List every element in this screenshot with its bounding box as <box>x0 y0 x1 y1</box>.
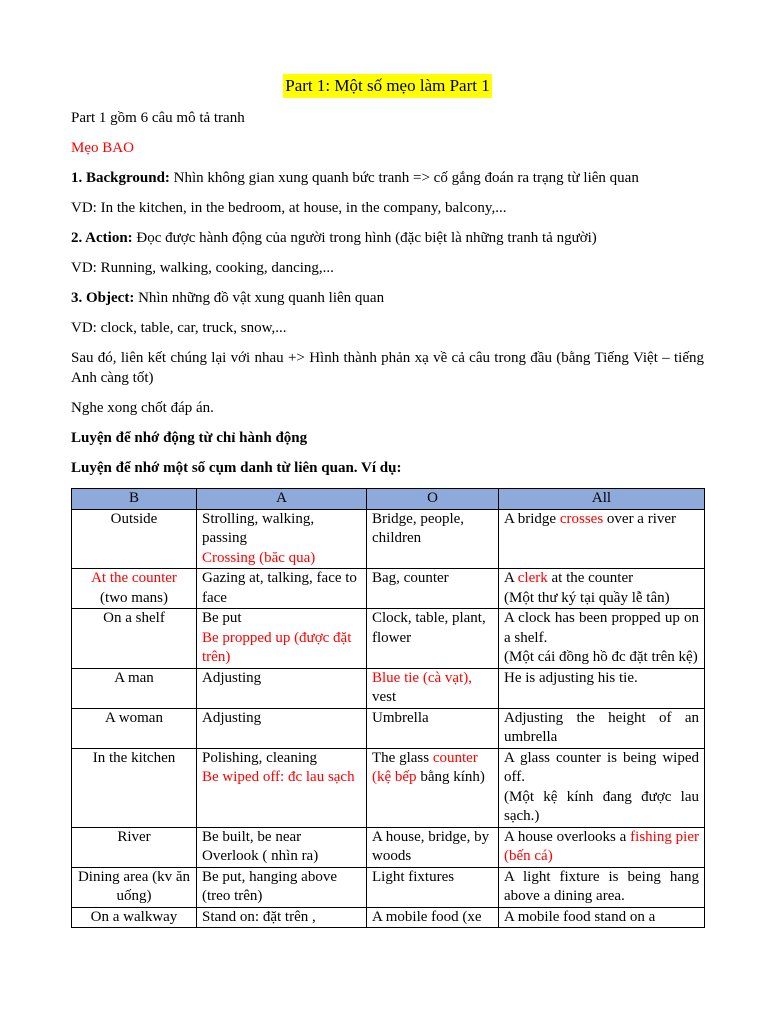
cell-all <box>499 569 705 609</box>
table-body <box>72 509 705 928</box>
cell-text: A woman <box>105 709 163 726</box>
cell-text: A bridge <box>504 510 560 527</box>
cell-action <box>197 609 367 669</box>
cell-text: clerk <box>517 570 548 586</box>
cell-text: bằng kính) <box>416 769 485 785</box>
cell-object <box>367 668 499 708</box>
cell-text: A mobile food (xe <box>372 908 482 925</box>
cell-text: Clock, table, plant, flower <box>372 610 486 646</box>
cell-object <box>367 569 499 609</box>
tip-example: VD: Running, walking, cooking, dancing,... <box>71 260 334 276</box>
tip-description: Nhìn không gian xung quanh bức tranh => cố gắng đoán ra trạng từ liên quan <box>169 170 639 186</box>
table-row <box>72 867 705 907</box>
cell-text: A <box>504 570 518 586</box>
practice-heading-2: Luyện để nhớ một số cụm danh từ liên quan. Ví dụ: <box>71 460 402 476</box>
cell-action <box>197 509 367 569</box>
tip-example: VD: In the kitchen, in the bedroom, at house, in the company, balcony,... <box>71 200 507 216</box>
cell-text: (Một cái đồng hồ đc đặt trên kệ) <box>504 649 698 665</box>
cell-text: A clock has been propped up on a shelf. <box>504 610 699 646</box>
table-header-row <box>72 489 705 510</box>
cell-background <box>72 609 197 669</box>
cell-text: Be wiped off: đc lau sạch <box>202 769 355 785</box>
cell-text: fishing pier (bến cá) <box>504 828 699 864</box>
cell-action <box>197 907 367 928</box>
cell-text: Be propped up (được đặt trên) <box>202 629 352 665</box>
cell-background <box>72 509 197 569</box>
cell-all <box>499 827 705 867</box>
header-a: A <box>197 489 367 510</box>
tip-name: Mẹo BAO <box>71 140 134 156</box>
cell-text: He is adjusting his tie. <box>504 669 638 686</box>
table-row <box>72 708 705 748</box>
tip-sections <box>71 168 704 338</box>
tip-item <box>71 168 704 188</box>
cell-object <box>367 827 499 867</box>
cell-text: River <box>117 828 151 845</box>
tip-label: 3. Object: <box>71 290 135 306</box>
cell-background <box>72 708 197 748</box>
cell-text: vest <box>372 689 397 705</box>
cell-object <box>367 509 499 569</box>
cell-background <box>72 569 197 609</box>
tip-label: 2. Action: <box>71 230 133 246</box>
table-row <box>72 509 705 569</box>
tip-item <box>71 228 704 248</box>
cell-text: The glass <box>372 749 433 766</box>
cell-all <box>499 708 705 748</box>
cell-text: over a river <box>603 510 677 527</box>
cell-text: (Một thư ký tại quầy lễ tân) <box>504 589 670 606</box>
header-o: O <box>367 489 499 510</box>
cell-text: Light fixtures <box>372 868 455 885</box>
cell-text: Adjusting the height of an umbrella <box>504 709 699 745</box>
tip-item <box>71 288 704 308</box>
table-row <box>72 748 705 827</box>
cell-text: counter (kệ bếp <box>372 749 478 785</box>
cell-text: Overlook ( nhìn ra) <box>202 848 319 864</box>
cell-text: (Một kệ kính đang được lau sạch.) <box>504 788 699 824</box>
cell-text: Bridge, people, children <box>372 510 465 546</box>
cell-object <box>367 748 499 827</box>
cell-text: Outside <box>110 510 158 527</box>
cell-text: On a shelf <box>103 610 165 626</box>
header-b: B <box>72 489 197 510</box>
cell-background <box>72 827 197 867</box>
cell-object <box>367 708 499 748</box>
cell-text: A light fixture is being hang above a dining area. <box>504 868 699 904</box>
cell-object <box>367 867 499 907</box>
practice-heading-1: Luyện để nhớ động từ chỉ hành động <box>71 430 308 446</box>
cell-background <box>72 867 197 907</box>
cell-text: (two mans) <box>100 589 168 606</box>
table-row <box>72 609 705 669</box>
cell-text: At the counter <box>91 570 177 586</box>
cell-action <box>197 867 367 907</box>
cell-text: A man <box>114 669 154 686</box>
cell-text: Bag, counter <box>372 570 449 586</box>
cell-text: A house, bridge, by woods <box>372 828 490 864</box>
cell-text: Adjusting <box>202 669 262 686</box>
tip-description: Đọc được hành động của người trong hình (đặc biệt là những tranh tả người) <box>132 230 597 246</box>
page-title: Part 1: Một số mẹo làm Part 1 <box>283 74 491 98</box>
cell-object <box>367 907 499 928</box>
cell-text: Adjusting <box>202 709 262 726</box>
tip-label: 1. Background: <box>71 170 170 186</box>
cell-action <box>197 748 367 827</box>
cell-text: Blue tie (cà vạt), <box>372 669 472 686</box>
cell-text: A glass counter is being wiped off. <box>504 749 699 785</box>
header-all: All <box>499 489 705 510</box>
cell-all <box>499 609 705 669</box>
cell-all <box>499 907 705 928</box>
cell-text: at the counter <box>547 570 634 586</box>
table-row <box>72 827 705 867</box>
cell-text: crosses <box>559 510 604 527</box>
table-row <box>72 668 705 708</box>
cell-action <box>197 708 367 748</box>
cell-text: Be put, hanging above (treo trên) <box>202 868 337 904</box>
cell-background <box>72 748 197 827</box>
vocab-table <box>71 488 705 928</box>
cell-background <box>72 668 197 708</box>
cell-background <box>72 907 197 928</box>
cell-action <box>197 668 367 708</box>
cell-text: Gazing at, talking, face to face <box>202 570 357 606</box>
summary-text: Sau đó, liên kết chúng lại với nhau +> Hình thành phản xạ về cả câu trong đầu (bằng Tiếng Việt – tiếng Anh càng tốt) <box>71 350 704 386</box>
after-text: Nghe xong chốt đáp án. <box>71 400 214 416</box>
cell-text: Stand on: đặt trên , <box>202 908 316 925</box>
table-row <box>72 569 705 609</box>
cell-text: In the kitchen <box>92 749 176 766</box>
tip-description: Nhìn những đồ vật xung quanh liên quan <box>134 290 385 306</box>
cell-all <box>499 748 705 827</box>
cell-all <box>499 668 705 708</box>
cell-all <box>499 867 705 907</box>
tip-example: VD: clock, table, car, truck, snow,... <box>71 320 287 336</box>
cell-text: Be put <box>202 610 242 626</box>
document-page <box>71 0 704 928</box>
cell-action <box>197 827 367 867</box>
cell-action <box>197 569 367 609</box>
table-row <box>72 907 705 928</box>
intro-text: Part 1 gồm 6 câu mô tả tranh <box>71 110 245 126</box>
cell-text: A house overlooks a <box>504 828 631 845</box>
cell-text: Strolling, walking, passing <box>202 510 315 546</box>
cell-text: Dining area (kv ăn uống) <box>77 868 191 904</box>
cell-text: Be built, be near <box>202 828 302 845</box>
cell-text: Crossing (băc qua) <box>202 549 316 566</box>
cell-text: Polishing, cleaning <box>202 749 317 766</box>
cell-object <box>367 609 499 669</box>
cell-all <box>499 509 705 569</box>
cell-text: A mobile food stand on a <box>504 908 656 925</box>
cell-text: On a walkway <box>90 908 178 925</box>
cell-text: Umbrella <box>372 709 429 726</box>
